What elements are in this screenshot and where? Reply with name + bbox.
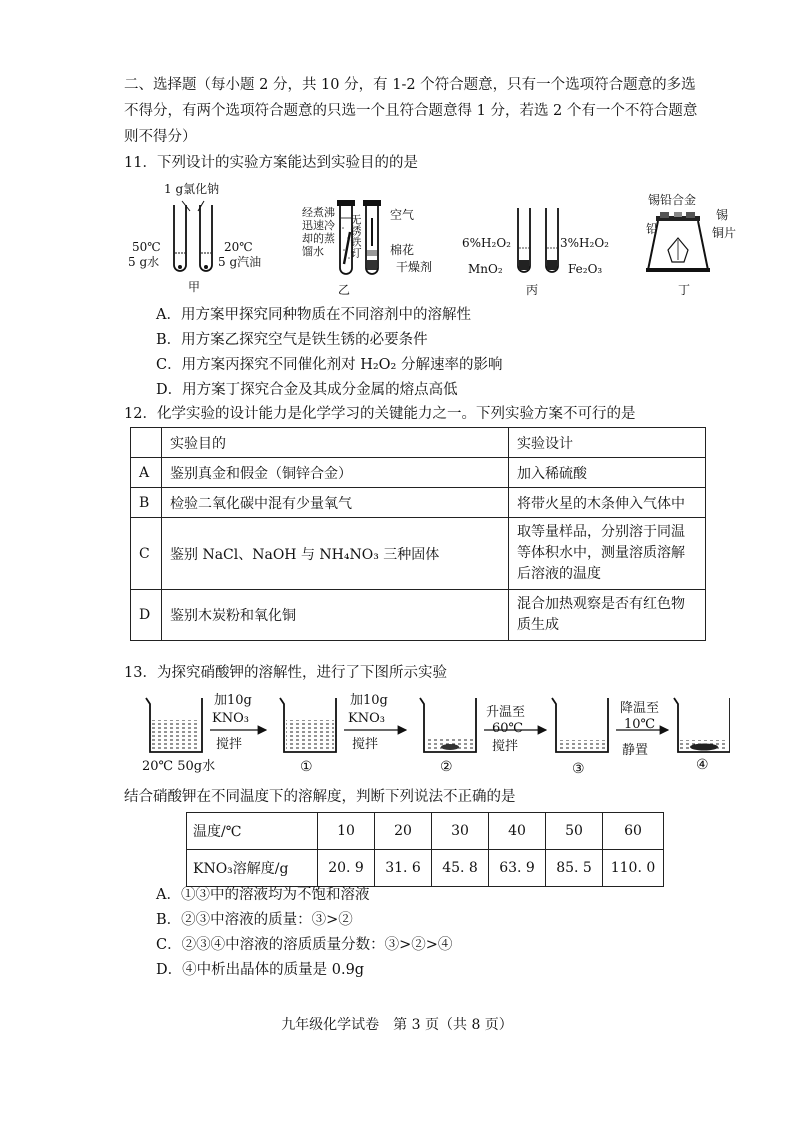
solubility-header: KNO₃溶解度/g	[187, 850, 318, 887]
q12-row-c-design: 取等量样品，分别溶于同温等体积水中，测量溶质溶解后溶液的温度	[509, 518, 706, 590]
solubility-20: 31. 6	[375, 850, 432, 887]
bing-right-catalyst: Fe₂O₃	[568, 262, 603, 276]
page-footer: 九年级化学试卷 第 3 页（共 8 页）	[281, 1017, 513, 1033]
temp-40: 40	[489, 813, 546, 850]
temp-20: 20	[375, 813, 432, 850]
yi-nail-label: 无锈铁钉	[349, 214, 362, 258]
step2-line1: 加10g	[350, 693, 388, 708]
step4-line3: 静置	[622, 743, 649, 758]
flow-start-label: 20℃ 50g水	[142, 759, 216, 774]
q12-row-a	[131, 458, 706, 488]
solubility-30: 45. 8	[432, 850, 489, 887]
step3-line1: 升温至	[486, 705, 526, 720]
q12-row-d-opt: D	[131, 590, 162, 641]
jia-left-temp: 50℃	[132, 240, 161, 254]
q11-option-a: A．用方案甲探究同种物质在不同溶剂中的溶解性	[156, 307, 471, 323]
q12-row-b	[131, 488, 706, 518]
temp-60: 60	[603, 813, 664, 850]
step1-line1: 加10g	[214, 693, 252, 708]
q13-option-c: C．②③④中溶液的溶质质量分数：③>②>④	[156, 937, 453, 953]
q11-option-b: B．用方案乙探究空气是铁生锈的必要条件	[156, 332, 428, 348]
q12-row-a-design: 加入稀硫酸	[509, 458, 706, 488]
yi-caption: 乙	[338, 283, 351, 297]
step3-line2: 60℃	[492, 721, 524, 736]
q11-option-d: D．用方案丁探究合金及其成分金属的熔点高低	[156, 382, 458, 398]
ding-tin-label: 锡	[716, 208, 729, 222]
q12-row-b-design: 将带火星的木条伸入气体中	[509, 488, 706, 518]
yi-air-label: 空气	[390, 208, 415, 222]
q13-solubility-table	[186, 812, 664, 887]
yi-test-tubes	[332, 198, 392, 280]
q13-option-a: A．①③中的溶液均为不饱和溶液	[156, 887, 370, 903]
ding-apparatus	[646, 204, 710, 280]
bing-left-solution: 6%H₂O₂	[462, 236, 511, 250]
yi-cotton-label: 棉花	[390, 243, 415, 257]
q13-option-d: D．④中析出晶体的质量是 0.9g	[156, 962, 365, 978]
temp-50: 50	[546, 813, 603, 850]
q13-solubility-row	[187, 850, 664, 887]
q12-table	[130, 427, 706, 641]
jia-caption: 甲	[188, 280, 201, 294]
ding-lead-label: 铅	[646, 222, 659, 236]
flow-label-2: ②	[440, 759, 453, 775]
q12-header-purpose: 实验目的	[162, 428, 509, 458]
step1-line3: 搅拌	[216, 737, 243, 752]
q12-row-d-purpose: 鉴别木炭粉和氧化铜	[162, 590, 509, 641]
q11-stem: 11．下列设计的实验方案能达到实验目的的是	[124, 155, 418, 171]
yi-desiccant-label: 干燥剂	[396, 260, 433, 274]
solubility-10: 20. 9	[318, 850, 375, 887]
temp-header: 温度/℃	[187, 813, 318, 850]
q13-intro: 结合硝酸钾在不同温度下的溶解度，判断下列说法不正确的是	[124, 789, 516, 805]
solubility-40: 63. 9	[489, 850, 546, 887]
solubility-50: 85. 5	[546, 850, 603, 887]
flow-label-4: ④	[696, 757, 709, 773]
bing-right-solution: 3%H₂O₂	[560, 236, 609, 250]
q12-row-d-design: 混合加热观察是否有红色物质生成	[509, 590, 706, 641]
section-header-line3: 则不得分）	[124, 129, 197, 145]
q12-header-row	[131, 428, 706, 458]
flow-label-1: ①	[300, 759, 313, 775]
step4-line1: 降温至	[620, 701, 660, 716]
q13-option-b: B．②③中溶液的质量：③>②	[156, 912, 353, 928]
jia-left-solvent: 5 g水	[128, 255, 160, 269]
jia-right-solvent: 5 g汽油	[218, 255, 262, 269]
temp-10: 10	[318, 813, 375, 850]
q12-stem: 12．化学实验的设计能力是化学学习的关键能力之一。下列实验方案不可行的是	[124, 406, 636, 422]
section-header-line1: 二、选择题（每小题 2 分，共 10 分，有 1-2 个符合题意，只有一个选项符合题意的多选	[124, 77, 696, 93]
step3-line3: 搅拌	[492, 739, 519, 754]
q13-temperature-row	[187, 813, 664, 850]
ding-copper-label: 铜片	[712, 226, 737, 240]
q12-header-design: 实验设计	[509, 428, 706, 458]
q12-row-a-purpose: 鉴别真金和假金（铜锌合金）	[162, 458, 509, 488]
q12-row-d	[131, 590, 706, 641]
q13-stem: 13．为探究硝酸钾的溶解性，进行了下图所示实验	[124, 665, 447, 681]
yi-left-label: 经煮沸迅速冷却的蒸馏水	[302, 206, 335, 258]
step4-line2: 10℃	[624, 717, 656, 732]
ding-caption: 丁	[678, 283, 691, 297]
step2-line3: 搅拌	[352, 737, 379, 752]
q12-row-c-opt: C	[131, 518, 162, 590]
q12-row-b-purpose: 检验二氧化碳中混有少量氧气	[162, 488, 509, 518]
temp-30: 30	[432, 813, 489, 850]
bing-caption: 丙	[526, 283, 539, 297]
solubility-60: 110. 0	[603, 850, 664, 887]
q12-row-c-purpose: 鉴别 NaCl、NaOH 与 NH₄NO₃ 三种固体	[162, 518, 509, 590]
q12-row-c	[131, 518, 706, 590]
step1-line2: KNO₃	[212, 711, 249, 726]
q12-row-a-opt: A	[131, 458, 162, 488]
q11-option-c: C．用方案丙探究不同催化剂对 H₂O₂ 分解速率的影响	[156, 357, 503, 373]
flow-label-3: ③	[572, 761, 585, 777]
q12-row-b-opt: B	[131, 488, 162, 518]
section-header-line2: 不得分，有两个选项符合题意的只选一个且符合题意得 1 分，若选 2 个有一个不符合题意	[124, 103, 698, 119]
jia-top-label: 1 g氯化钠	[164, 182, 220, 196]
jia-right-temp: 20℃	[224, 240, 253, 254]
step2-line2: KNO₃	[348, 711, 385, 726]
bing-left-catalyst: MnO₂	[468, 262, 503, 276]
ding-alloy-label: 锡铅合金	[648, 193, 697, 207]
q12-header-blank	[131, 428, 162, 458]
